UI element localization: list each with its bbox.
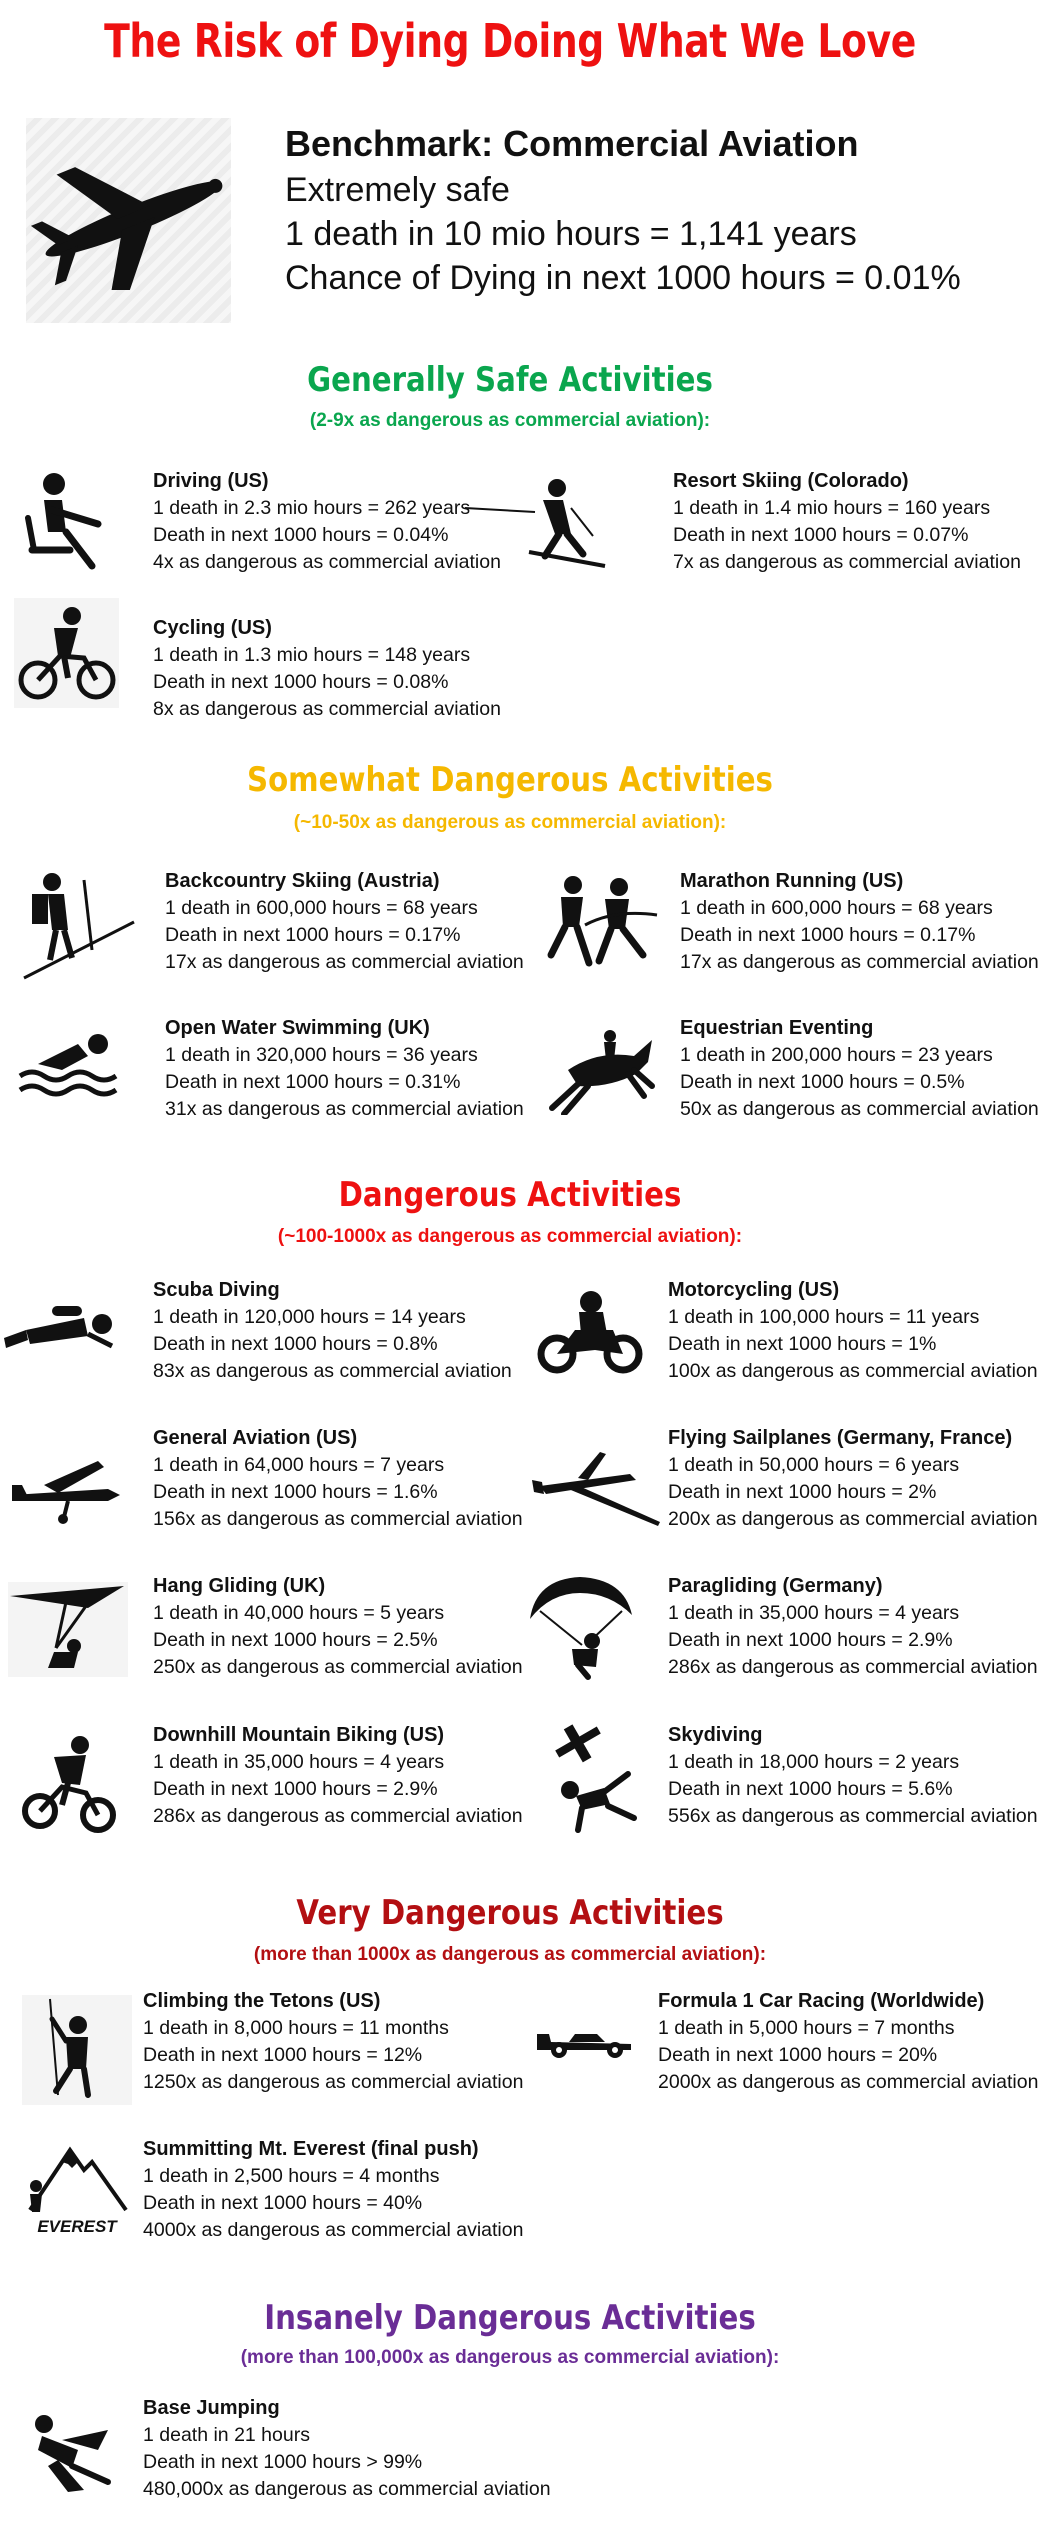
skydiver-icon [548, 1718, 648, 1833]
activity-death-rate: 1 death in 5,000 hours = 7 months [658, 2017, 955, 2039]
activity-name: Paragliding (Germany) [668, 1575, 883, 1597]
activity-multiplier: 156x as dangerous as commercial aviation [153, 1508, 523, 1530]
activity-death-chance: Death in next 1000 hours = 20% [658, 2044, 938, 2066]
activity-multiplier: 286x as dangerous as commercial aviation [153, 1805, 523, 1827]
activity-death-rate: 1 death in 200,000 hours = 23 years [680, 1044, 993, 1066]
skier-icon [465, 478, 615, 568]
activity-death-chance: Death in next 1000 hours = 2.9% [668, 1629, 953, 1651]
horse-jump-icon [548, 1030, 658, 1115]
swimmer-icon [18, 1030, 118, 1100]
benchmark-line: Extremely safe [285, 171, 510, 209]
activity-death-chance: Death in next 1000 hours = 0.5% [680, 1071, 965, 1093]
activity-death-rate: 1 death in 35,000 hours = 4 years [153, 1751, 445, 1773]
activity-motorcycling [668, 1277, 1058, 1385]
activity-name: General Aviation (US) [153, 1427, 358, 1449]
activity-climbing-tetons [143, 1988, 563, 2096]
section-title-very-dangerous: Very Dangerous Activities [296, 1893, 724, 1933]
activity-name: Summitting Mt. Everest (final push) [143, 2138, 479, 2160]
activity-multiplier: 1250x as dangerous as commercial aviation [143, 2071, 524, 2093]
activity-name: Resort Skiing (Colorado) [673, 470, 909, 492]
activity-name: Flying Sailplanes (Germany, France) [668, 1427, 1013, 1449]
activity-name: Driving (US) [153, 470, 269, 492]
activity-death-rate: 1 death in 2,500 hours = 4 months [143, 2165, 440, 2187]
scuba-diver-icon [4, 1300, 119, 1360]
activity-death-rate: 1 death in 64,000 hours = 7 years [153, 1454, 445, 1476]
activity-multiplier: 2000x as dangerous as commercial aviation [658, 2071, 1039, 2093]
activity-multiplier: 480,000x as dangerous as commercial aviation [143, 2478, 551, 2500]
activity-death-chance: Death in next 1000 hours = 2.5% [153, 1629, 438, 1651]
activity-name: Marathon Running (US) [680, 870, 904, 892]
motorcycle-icon [535, 1290, 645, 1375]
activity-death-chance: Death in next 1000 hours = 0.07% [673, 524, 969, 546]
activity-name: Scuba Diving [153, 1279, 280, 1301]
small-plane-icon [8, 1455, 123, 1525]
activity-name: Climbing the Tetons (US) [143, 1990, 381, 2012]
section-subtitle-safe: (2-9x as dangerous as commercial aviation): [309, 410, 711, 431]
activity-scuba-diving [153, 1277, 573, 1385]
section-subtitle-dangerous: (~100-1000x as dangerous as commercial aviation): [277, 1226, 743, 1247]
section-title-somewhat: Somewhat Dangerous Activities [247, 760, 773, 800]
activity-death-rate: 1 death in 320,000 hours = 36 years [165, 1044, 478, 1066]
activity-death-rate: 1 death in 2.3 mio hours = 262 years [153, 497, 471, 519]
activity-death-chance: Death in next 1000 hours = 1.6% [153, 1481, 438, 1503]
activity-death-rate: 1 death in 100,000 hours = 11 years [668, 1306, 980, 1328]
activity-name: Equestrian Eventing [680, 1017, 874, 1039]
activity-death-rate: 1 death in 40,000 hours = 5 years [153, 1602, 445, 1624]
activity-resort-skiing [673, 468, 1058, 576]
activity-death-chance: Death in next 1000 hours = 0.04% [153, 524, 449, 546]
activity-multiplier: 83x as dangerous as commercial aviation [153, 1360, 512, 1382]
activity-multiplier: 31x as dangerous as commercial aviation [165, 1098, 524, 1120]
activity-multiplier: 286x as dangerous as commercial aviation [668, 1656, 1038, 1678]
activity-formula-1 [658, 1988, 1058, 2096]
benchmark-block [285, 120, 1025, 300]
activity-death-rate: 1 death in 18,000 hours = 2 years [668, 1751, 960, 1773]
cyclist-icon [14, 598, 119, 708]
activity-multiplier: 4x as dangerous as commercial aviation [153, 551, 501, 573]
section-title-dangerous: Dangerous Activities [338, 1175, 682, 1215]
benchmark-line: 1 death in 10 mio hours = 1,141 years [285, 215, 857, 253]
activity-name: Downhill Mountain Biking (US) [153, 1724, 445, 1746]
runners-icon [545, 875, 660, 970]
activity-multiplier: 50x as dangerous as commercial aviation [680, 1098, 1039, 1120]
activity-open-water-swimming [165, 1015, 585, 1123]
glider-icon [530, 1448, 665, 1528]
activity-sailplanes [668, 1425, 1058, 1533]
hang-glider-icon [8, 1582, 128, 1677]
backcountry-skier-icon [22, 870, 137, 980]
benchmark-line: Chance of Dying in next 1000 hours = 0.01% [285, 259, 961, 297]
activity-multiplier: 250x as dangerous as commercial aviation [153, 1656, 523, 1678]
activity-marathon [680, 868, 1058, 976]
benchmark-heading: Benchmark: Commercial Aviation [285, 123, 859, 164]
activity-multiplier: 7x as dangerous as commercial aviation [673, 551, 1021, 573]
activity-death-rate: 1 death in 21 hours [143, 2424, 310, 2446]
activity-skydiving [668, 1722, 1058, 1830]
activity-death-chance: Death in next 1000 hours = 0.31% [165, 1071, 461, 1093]
activity-name: Hang Gliding (UK) [153, 1575, 326, 1597]
activity-death-rate: 1 death in 1.4 mio hours = 160 years [673, 497, 991, 519]
section-title-insane: Insanely Dangerous Activities [264, 2298, 756, 2338]
activity-multiplier: 556x as dangerous as commercial aviation [668, 1805, 1038, 1827]
activity-multiplier: 4000x as dangerous as commercial aviation [143, 2219, 524, 2241]
activity-death-chance: Death in next 1000 hours = 5.6% [668, 1778, 953, 1800]
activity-downhill-mountain-biking [153, 1722, 573, 1830]
activity-death-chance: Death in next 1000 hours > 99% [143, 2451, 423, 2473]
activity-death-chance: Death in next 1000 hours = 1% [668, 1333, 937, 1355]
activity-name: Base Jumping [143, 2397, 280, 2419]
activity-death-chance: Death in next 1000 hours = 0.17% [680, 924, 976, 946]
activity-multiplier: 8x as dangerous as commercial aviation [153, 698, 501, 720]
activity-name: Motorcycling (US) [668, 1279, 840, 1301]
base-jumper-icon [28, 2410, 113, 2495]
activity-death-rate: 1 death in 1.3 mio hours = 148 years [153, 644, 471, 666]
mountain-icon-label: EVEREST [37, 2217, 117, 2235]
activity-death-chance: Death in next 1000 hours = 12% [143, 2044, 423, 2066]
activity-death-chance: Death in next 1000 hours = 40% [143, 2192, 423, 2214]
section-subtitle-very-dangerous: (more than 1000x as dangerous as commercial aviation): [253, 1944, 767, 1965]
activity-death-chance: Death in next 1000 hours = 2% [668, 1481, 937, 1503]
activity-death-chance: Death in next 1000 hours = 0.8% [153, 1333, 438, 1355]
activity-death-chance: Death in next 1000 hours = 0.17% [165, 924, 461, 946]
activity-death-rate: 1 death in 600,000 hours = 68 years [680, 897, 993, 919]
activity-name: Open Water Swimming (UK) [165, 1017, 430, 1039]
activity-multiplier: 17x as dangerous as commercial aviation [165, 951, 524, 973]
airplane-icon [24, 150, 239, 290]
activity-death-rate: 1 death in 8,000 hours = 11 months [143, 2017, 449, 2039]
activity-base-jumping [143, 2395, 563, 2503]
section-subtitle-insane: (more than 100,000x as dangerous as commercial aviation): [240, 2347, 780, 2368]
paraglider-icon [526, 1575, 636, 1680]
activity-death-chance: Death in next 1000 hours = 0.08% [153, 671, 449, 693]
driving-icon [22, 470, 112, 570]
activity-death-rate: 1 death in 600,000 hours = 68 years [165, 897, 478, 919]
activity-backcountry-skiing [165, 868, 585, 976]
activity-cycling [153, 615, 573, 723]
mountain-icon [22, 2140, 132, 2235]
activity-multiplier: 100x as dangerous as commercial aviation [668, 1360, 1038, 1382]
climber-icon [22, 1995, 132, 2105]
activity-name: Cycling (US) [153, 617, 272, 639]
activity-equestrian-eventing [680, 1015, 1058, 1123]
mountain-bike-icon [22, 1735, 117, 1835]
race-car-icon [535, 2020, 635, 2060]
activity-death-chance: Death in next 1000 hours = 2.9% [153, 1778, 438, 1800]
activity-multiplier: 200x as dangerous as commercial aviation [668, 1508, 1038, 1530]
activity-death-rate: 1 death in 50,000 hours = 6 years [668, 1454, 960, 1476]
activity-paragliding [668, 1573, 1058, 1681]
activity-hang-gliding [153, 1573, 573, 1681]
activity-death-rate: 1 death in 35,000 hours = 4 years [668, 1602, 960, 1624]
activity-name: Backcountry Skiing (Austria) [165, 870, 440, 892]
activity-general-aviation [153, 1425, 573, 1533]
activity-everest [143, 2136, 563, 2244]
page-title: The Risk of Dying Doing What We Love [104, 14, 916, 68]
activity-name: Formula 1 Car Racing (Worldwide) [658, 1990, 985, 2012]
section-title-safe: Generally Safe Activities [307, 360, 713, 400]
activity-name: Skydiving [668, 1724, 763, 1746]
activity-death-rate: 1 death in 120,000 hours = 14 years [153, 1306, 466, 1328]
activity-multiplier: 17x as dangerous as commercial aviation [680, 951, 1039, 973]
section-subtitle-somewhat: (~10-50x as dangerous as commercial aviation): [293, 812, 727, 833]
